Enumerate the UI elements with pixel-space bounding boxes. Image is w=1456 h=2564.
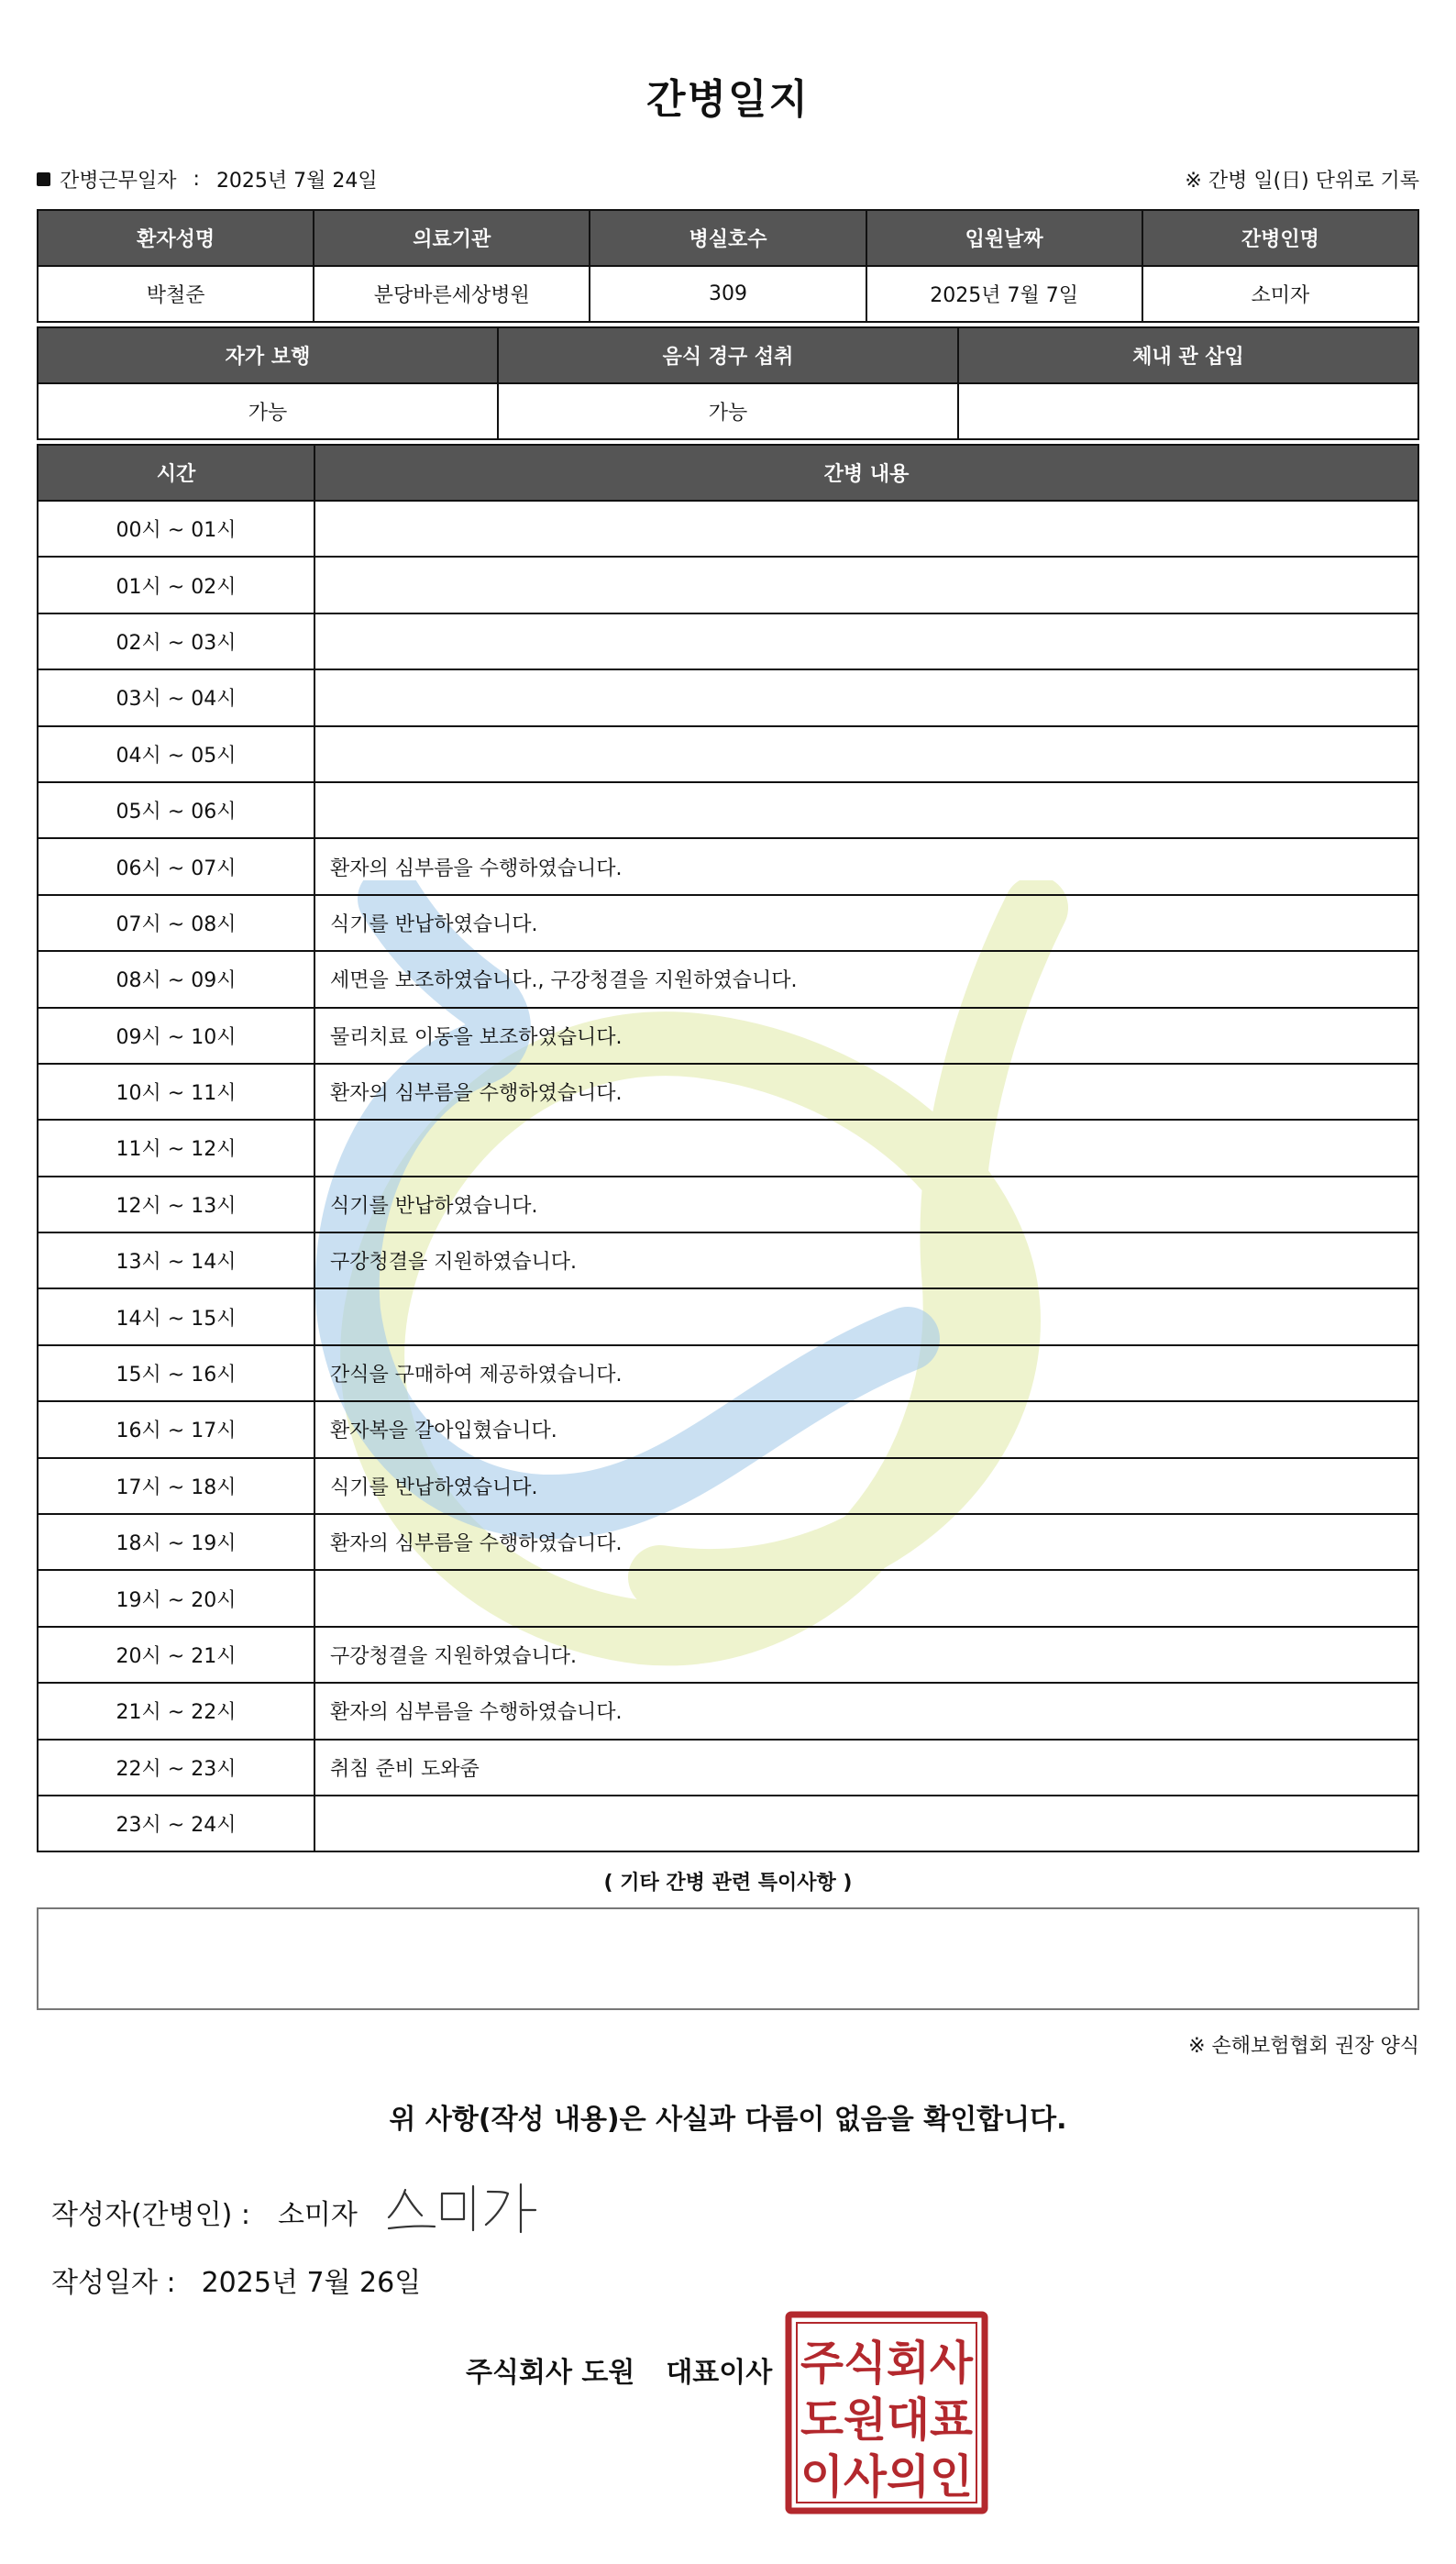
table-row [38, 1288, 1418, 1344]
work-date-colon: : [193, 168, 200, 191]
header-patient-name: 환자성명 [38, 210, 314, 266]
table-row [38, 951, 1418, 1007]
time-slot: 21시 ~ 22시 [38, 1683, 314, 1739]
care-content: 환자의 심부름을 수행하였습니다. [314, 1683, 1418, 1739]
table-row [38, 1514, 1418, 1570]
tube-insertion-value [958, 383, 1418, 439]
written-date-value: 2025년 7월 26일 [201, 2267, 422, 2299]
care-log-header-row [38, 445, 1418, 501]
time-slot: 20시 ~ 21시 [38, 1627, 314, 1683]
time-slot: 04시 ~ 05시 [38, 726, 314, 782]
table-row [38, 782, 1418, 838]
table-row [38, 1064, 1418, 1120]
table-row [38, 1458, 1418, 1514]
care-content [314, 1796, 1418, 1851]
time-slot: 10시 ~ 11시 [38, 1064, 314, 1120]
header-oral-intake: 음식 경구 섭취 [498, 327, 958, 383]
time-slot: 09시 ~ 10시 [38, 1008, 314, 1064]
time-slot: 03시 ~ 04시 [38, 669, 314, 725]
care-log-body [38, 501, 1418, 1851]
caregiver-name: 소미자 [1142, 266, 1418, 322]
care-content [314, 669, 1418, 725]
time-slot: 19시 ~ 20시 [38, 1570, 314, 1626]
table-row [38, 613, 1418, 669]
seal-line-2: 도원대표 [800, 2393, 974, 2447]
care-content: 간식을 구매하여 제공하였습니다. [314, 1345, 1418, 1401]
writer-name: 소미자 [277, 2199, 358, 2231]
time-slot: 12시 ~ 13시 [38, 1177, 314, 1232]
handwritten-signature [385, 2173, 541, 2247]
care-content [314, 1570, 1418, 1626]
company-name: 주식회사 도원 [466, 2357, 635, 2389]
table-row [38, 557, 1418, 613]
table-row [38, 1683, 1418, 1739]
written-date-line [51, 2260, 421, 2300]
header-caregiver-name: 간병인명 [1142, 210, 1418, 266]
care-content: 식기를 반납하였습니다. [314, 1458, 1418, 1514]
header-care-content: 간병 내용 [314, 445, 1418, 501]
time-slot: 13시 ~ 14시 [38, 1232, 314, 1288]
care-content: 식기를 반납하였습니다. [314, 895, 1418, 951]
page-title: 간병일지 [645, 76, 810, 123]
care-content: 취침 준비 도와줌 [314, 1740, 1418, 1796]
time-slot: 05시 ~ 06시 [38, 782, 314, 838]
record-unit-note: ※ 간병 일(日) 단위로 기록 [1185, 170, 1419, 193]
time-slot: 08시 ~ 09시 [38, 951, 314, 1007]
time-slot: 23시 ~ 24시 [38, 1796, 314, 1851]
header-time: 시간 [38, 445, 314, 501]
work-date [37, 165, 378, 193]
care-content [314, 1120, 1418, 1176]
table-row [38, 838, 1418, 894]
admission-date: 2025년 7월 7일 [866, 266, 1142, 322]
table-row [38, 1627, 1418, 1683]
company-seal [785, 2311, 988, 2514]
patient-status-value-row [38, 383, 1418, 439]
care-content [314, 782, 1418, 838]
confirmation-statement: 위 사항(작성 내용)은 사실과 다름이 없음을 확인합니다. [389, 2104, 1067, 2136]
care-content: 환자의 심부름을 수행하였습니다. [314, 1514, 1418, 1570]
patient-name: 박철준 [38, 266, 314, 322]
hospital-name: 분당바른세상병원 [314, 266, 590, 322]
time-slot: 01시 ~ 02시 [38, 557, 314, 613]
meta-row [37, 165, 1419, 196]
time-slot: 11시 ~ 12시 [38, 1120, 314, 1176]
care-content: 구강청결을 지원하였습니다. [314, 1232, 1418, 1288]
table-row [38, 1008, 1418, 1064]
seal-line-1: 주식회사 [800, 2337, 974, 2390]
patient-info-header-row [38, 210, 1418, 266]
table-row [38, 1796, 1418, 1851]
table-row [38, 1740, 1418, 1796]
care-content [314, 557, 1418, 613]
care-content: 환자복을 갈아입혔습니다. [314, 1401, 1418, 1457]
work-date-value: 2025년 7월 24일 [215, 170, 378, 193]
table-row [38, 1401, 1418, 1457]
time-slot: 00시 ~ 01시 [38, 501, 314, 557]
table-row [38, 1177, 1418, 1232]
time-slot: 17시 ~ 18시 [38, 1458, 314, 1514]
company-title: 대표이사 [666, 2357, 773, 2389]
table-row [38, 1345, 1418, 1401]
care-content: 구강청결을 지원하였습니다. [314, 1627, 1418, 1683]
time-slot: 15시 ~ 16시 [38, 1345, 314, 1401]
header-tube-insertion: 체내 관 삽입 [958, 327, 1418, 383]
seal-line-3: 이사의인 [800, 2450, 973, 2503]
time-slot: 18시 ~ 19시 [38, 1514, 314, 1570]
care-content [314, 726, 1418, 782]
self-walking-value: 가능 [38, 383, 498, 439]
header-hospital: 의료기관 [314, 210, 590, 266]
form-source-note: ※ 손해보험협회 권장 양식 [1188, 2035, 1419, 2058]
header-self-walking: 자가 보행 [38, 327, 498, 383]
work-date-label: 간병근무일자 [60, 170, 177, 193]
care-content: 식기를 반납하였습니다. [314, 1177, 1418, 1232]
care-log-table [37, 444, 1419, 1852]
time-slot: 22시 ~ 23시 [38, 1740, 314, 1796]
written-date-label: 작성일자 : [51, 2267, 176, 2299]
room-number: 309 [590, 266, 866, 322]
table-row [38, 1120, 1418, 1176]
table-row [38, 1232, 1418, 1288]
patient-info-value-row [38, 266, 1418, 322]
header-admission-date: 입원날짜 [866, 210, 1142, 266]
table-row [38, 726, 1418, 782]
care-content [314, 501, 1418, 557]
care-content [314, 1288, 1418, 1344]
time-slot: 06시 ~ 07시 [38, 838, 314, 894]
table-row [38, 895, 1418, 951]
care-content: 세면을 보조하였습니다., 구강청결을 지원하였습니다. [314, 951, 1418, 1007]
table-row [38, 501, 1418, 557]
care-content: 환자의 심부름을 수행하였습니다. [314, 838, 1418, 894]
table-row [38, 669, 1418, 725]
notes-box [37, 1907, 1419, 2010]
care-content [314, 613, 1418, 669]
care-content: 물리치료 이동을 보조하였습니다. [314, 1008, 1418, 1064]
patient-info-table [37, 209, 1419, 323]
oral-intake-value: 가능 [498, 383, 958, 439]
company-line [466, 2349, 772, 2390]
time-slot: 14시 ~ 15시 [38, 1288, 314, 1344]
patient-status-table [37, 326, 1419, 440]
writer-line [51, 2192, 358, 2232]
writer-label: 작성자(간병인) : [51, 2199, 250, 2231]
time-slot: 16시 ~ 17시 [38, 1401, 314, 1457]
notes-title: ( 기타 간병 관련 특이사항 ) [603, 1872, 853, 1895]
patient-status-header-row [38, 327, 1418, 383]
header-room: 병실호수 [590, 210, 866, 266]
time-slot: 07시 ~ 08시 [38, 895, 314, 951]
square-bullet-icon [37, 172, 50, 186]
time-slot: 02시 ~ 03시 [38, 613, 314, 669]
care-content: 환자의 심부름을 수행하였습니다. [314, 1064, 1418, 1120]
table-row [38, 1570, 1418, 1626]
